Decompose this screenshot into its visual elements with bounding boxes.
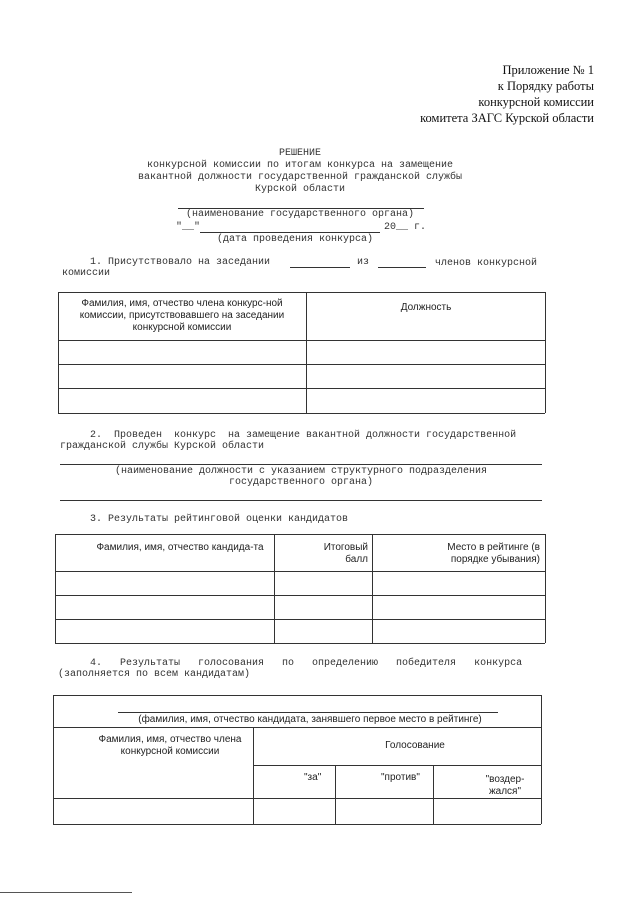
appendix-line-2: к Порядку работы (497, 79, 594, 93)
section2-caption-1: (наименование должности с указанием структурного подразделения (114, 466, 488, 477)
section1-text-a: 1. Присутствовало на заседании (90, 257, 271, 268)
vote-abstain-header: "воздер-жался" (485, 774, 525, 797)
section2-line-1: 2. Проведен конкурс на замещение вакантной должности государственной (90, 430, 517, 441)
heading-line-3: Курской области (254, 184, 345, 195)
date-year: 20__ г. (384, 222, 427, 233)
section3-text: 3. Результаты рейтинговой оценки кандидатов (90, 514, 349, 525)
heading-line-1: конкурсной комиссии по итогам конкурса на замещение (146, 160, 454, 171)
rating-col-score-header: Итоговый балл (323, 542, 368, 565)
section1-text-b: из (357, 257, 370, 268)
appendix-block (380, 62, 594, 126)
date-line (200, 232, 380, 233)
section1-text-c: членов конкурсной (435, 258, 538, 269)
appendix-line-3: конкурсной комиссии (478, 95, 594, 109)
rating-col-name-header: Фамилия, имя, отчество кандида-та (96, 542, 264, 553)
vote-against-header: "против" (381, 772, 420, 783)
decision-heading (100, 148, 500, 196)
members-col-position-header: Должность (400, 302, 452, 313)
section1-blank-1 (290, 267, 350, 268)
vote-for-header: "за" (304, 772, 322, 783)
position-name-line-2 (60, 500, 542, 501)
section2-line-2: гражданской службы Курской области (60, 441, 265, 452)
section2-caption-2: государственного органа) (228, 477, 374, 488)
members-col-name-header: Фамилия, имя, отчество члена конкурс-ной комиссии, присутствовавшего на заседании конкурсной комиссии (79, 298, 285, 333)
voting-header: Голосование (385, 740, 445, 751)
candidate-caption: (фамилия, имя, отчество кандидата, занявшего первое место в рейтинге) (138, 714, 482, 725)
position-name-line (60, 464, 542, 465)
candidate-name-line (118, 712, 498, 713)
section1-blank-2 (378, 267, 426, 268)
voting-col-member-header: Фамилия, имя, отчество члена конкурсной комиссии (98, 734, 242, 757)
appendix-line-4: комитета ЗАГС Курской области (420, 111, 594, 125)
date-caption: (дата проведения конкурса) (216, 234, 374, 245)
heading-line-2: вакантной должности государственной гражданской службы (137, 172, 463, 183)
appendix-line-1: Приложение № 1 (502, 63, 594, 77)
footer-rule (0, 892, 132, 893)
section4-line-2: (заполняется по всем кандидатам) (58, 669, 251, 680)
date-open: "__" (176, 222, 201, 233)
section1-text-d: комиссии (62, 268, 111, 279)
section4-line-1: 4. Результаты голосования по определению победителя конкурса (90, 658, 523, 669)
decision-title: РЕШЕНИЕ (278, 148, 321, 159)
organ-caption: (наименование государственного органа) (185, 209, 415, 220)
rating-col-place-header: Место в рейтинге (в порядке убывания) (447, 542, 540, 565)
